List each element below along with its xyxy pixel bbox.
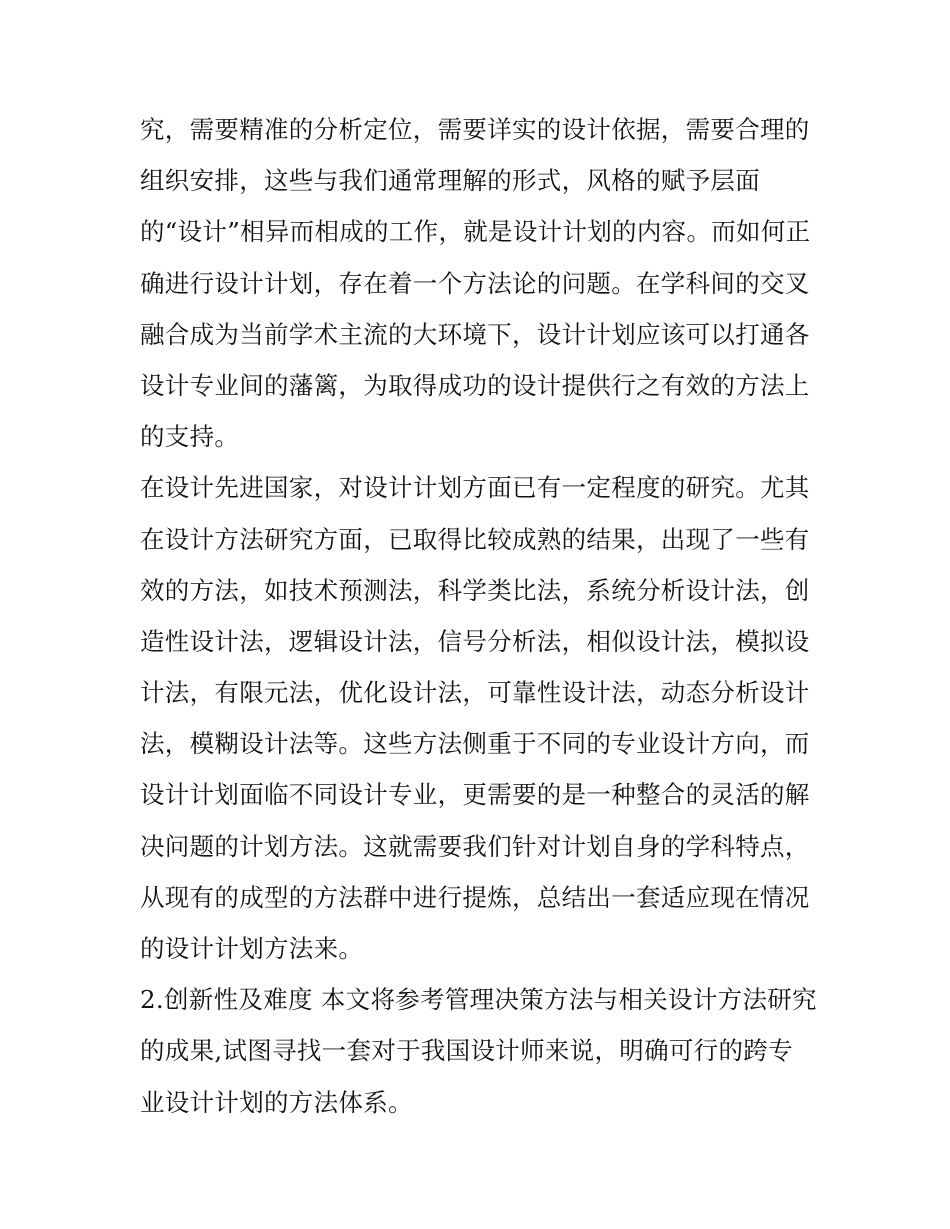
text-line: 确进行设计计划，存在着一个方法论的问题。在学科间的交叉 [140, 268, 810, 298]
text-line: 的“设计”相异而相成的工作，就是设计计划的内容。而如何正 [140, 217, 811, 247]
text-line: 法，模糊设计法等。这些方法侧重于不同的专业设计方向，而 [140, 729, 810, 759]
text-line: 在设计方法研究方面，已取得比较成熟的结果，出现了一些有 [140, 524, 810, 554]
text-line: 2.创新性及难度 本文将参考管理决策方法与相关设计方法研究 [140, 985, 817, 1015]
body-text [140, 104, 820, 1128]
text-line: 决问题的计划方法。这就需要我们针对计划自身的学科特点， [140, 831, 810, 861]
text-line: 计法，有限元法，优化设计法，可靠性设计法，动态分析设计 [140, 678, 810, 708]
text-line: 设计计划面临不同设计专业，更需要的是一种整合的灵活的解 [140, 780, 810, 810]
text-line: 组织安排，这些与我们通常理解的形式，风格的赋予层面 [140, 166, 760, 196]
text-line: 的设计计划方法来。 [140, 934, 364, 963]
text-line: 效的方法，如技术预测法，科学类比法，系统分析设计法，创 [140, 575, 810, 605]
text-line: 融合成为当前学术主流的大环境下，设计计划应该可以打通各 [140, 319, 810, 349]
text-line: 设计专业间的藩篱，为取得成功的设计提供行之有效的方法上 [140, 370, 810, 400]
text-line: 在设计先进国家，对设计计划方面已有一定程度的研究。尤其 [140, 473, 810, 503]
text-line: 的支持。 [140, 422, 240, 452]
text-line: 造性设计法，逻辑设计法，信号分析法，相似设计法，模拟设 [140, 626, 810, 656]
text-line: 从现有的成型的方法群中进行提炼，总结出一套适应现在情况 [140, 882, 810, 912]
text-line: 究，需要精准的分析定位，需要详实的设计依据，需要合理的 [140, 115, 810, 144]
text-line: 的成果,试图寻找一套对于我国设计师来说，明确可行的跨专 [140, 1036, 793, 1066]
text-line: 业设计计划的方法体系。 [140, 1087, 413, 1117]
